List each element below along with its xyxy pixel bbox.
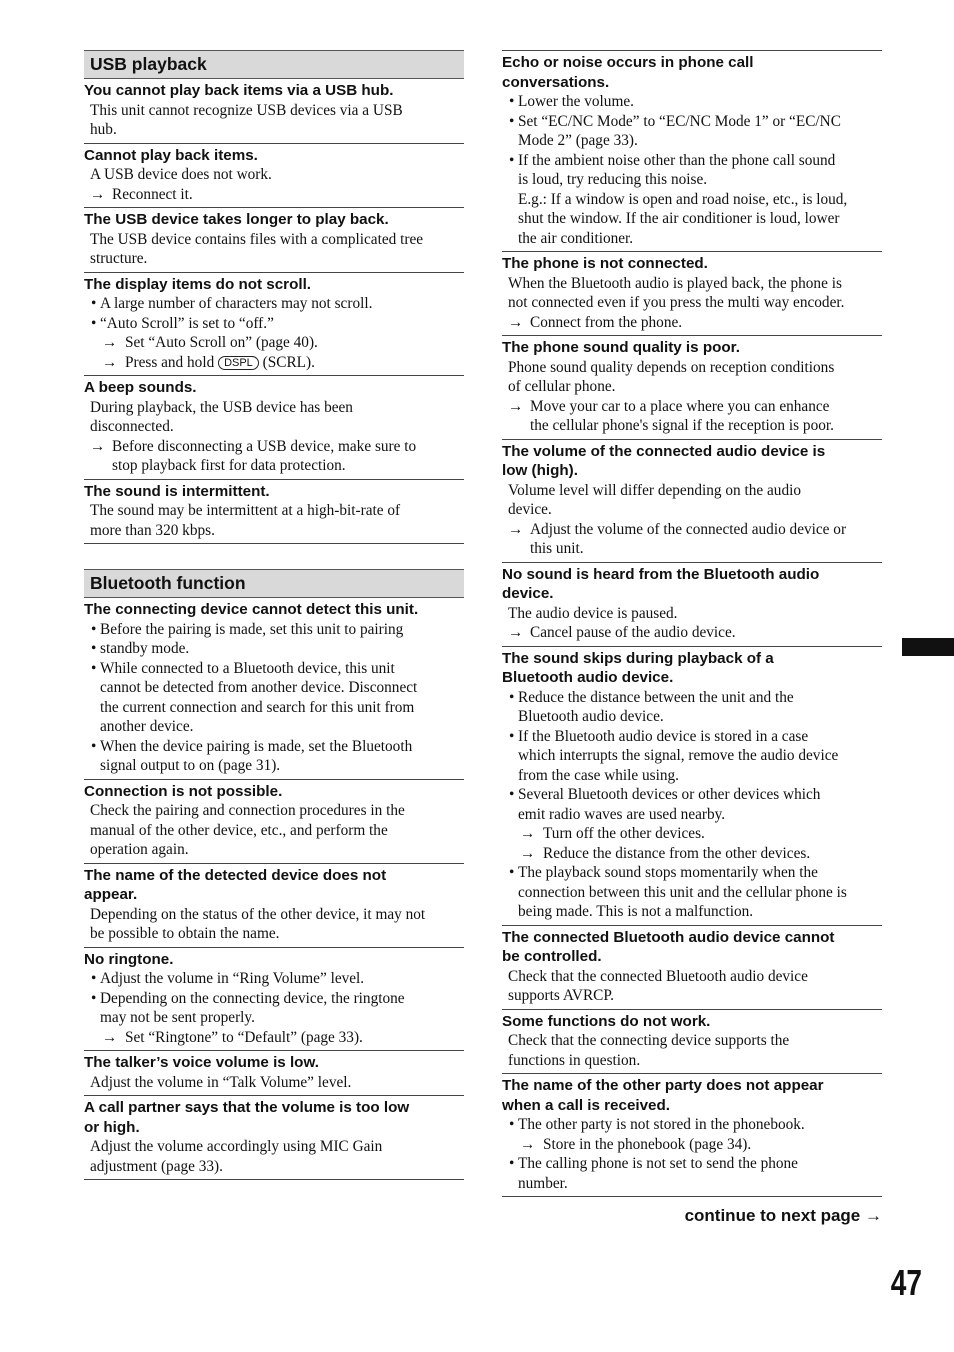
entry-sound-intermittent: [84, 480, 464, 545]
body-text: operation again.: [90, 841, 189, 858]
bullet-cont: E.g.: If a window is open and road noise, etc., is loud,: [518, 190, 848, 208]
bullet-cont: which interrupts the signal, remove the audio device: [518, 747, 839, 764]
entry-title-cont: low (high).: [502, 462, 578, 479]
arrow-icon: →: [102, 334, 118, 351]
arrow-icon: →: [865, 1206, 882, 1225]
entry-title: The name of the detected device does not: [84, 866, 387, 884]
side-tab-marker: [902, 638, 954, 656]
entry-title-cont: appear.: [84, 886, 138, 903]
entry-title-cont: or high.: [84, 1118, 140, 1136]
bullet-item: • While connected to a Bluetooth device, this unit: [84, 659, 464, 679]
bullet-item: • The other party is not stored in the phonebook.: [502, 1115, 882, 1135]
entry-title-cont: conversations.: [502, 73, 610, 91]
body-text: of cellular phone.: [508, 378, 616, 395]
entry-beep-sounds: [84, 376, 464, 480]
entry-sound-quality-poor: [502, 336, 882, 440]
entry-title: The talker’s voice volume is low.: [84, 1054, 319, 1071]
body-text: more than 320 kbps.: [90, 521, 215, 539]
entry-title-cont: device.: [502, 585, 554, 602]
entry-display-not-scroll: [84, 273, 464, 377]
entry-title: No sound is heard from the Bluetooth audio: [502, 565, 820, 583]
entry-title-cont: Bluetooth audio device.: [502, 669, 674, 686]
body-text: Check that the connected Bluetooth audio device: [508, 967, 808, 985]
entry-title-cont: be controlled.: [502, 948, 602, 965]
arrow-icon: →: [90, 437, 106, 455]
remedy-line: [84, 185, 464, 205]
body-text: not connected even if you press the multi way encoder.: [508, 294, 845, 311]
remedy-text: Press and hold: [125, 353, 215, 371]
bullet-cont: the air conditioner.: [518, 229, 634, 247]
entry-usb-hub: [84, 79, 464, 144]
entry-title: A call partner says that the volume is too low: [84, 1099, 410, 1116]
entry-title-cont: when a call is received.: [502, 1096, 670, 1114]
bullet-cont: the current connection and search for this unit from: [100, 698, 415, 716]
remedy-text: Cancel pause of the audio device.: [530, 624, 736, 641]
remedy-line: [84, 1028, 464, 1048]
bullet-cont: emit radio waves are used nearby.: [518, 805, 726, 823]
bullet-cont: may not be sent properly.: [100, 1009, 255, 1026]
continue-label: continue to next page: [684, 1206, 861, 1225]
remedy-line-cont: the cellular phone's signal if the reception is poor.: [530, 417, 834, 434]
body-text: adjustment (page 33).: [90, 1157, 223, 1175]
entry-title: The connecting device cannot detect this unit.: [84, 601, 419, 618]
body-text: Phone sound quality depends on reception conditions: [508, 358, 835, 376]
arrow-icon: →: [102, 1028, 118, 1046]
entry-sound-skips: [502, 647, 882, 926]
entry-cannot-be-controlled: [502, 926, 882, 1010]
arrow-icon: →: [520, 844, 536, 862]
bullet-cont: being made. This is not a malfunction.: [518, 903, 754, 920]
remedy-text: Reconnect it.: [112, 185, 193, 203]
left-column: [84, 50, 464, 1180]
arrow-icon: →: [520, 1135, 536, 1153]
entry-title: The name of the other party does not appear: [502, 1077, 824, 1094]
page-number: 47: [890, 1262, 922, 1303]
remedy-line-cont: stop playback first for data protection.: [112, 457, 346, 474]
section-header-bluetooth-function: Bluetooth function: [84, 569, 464, 598]
entry-talker-volume-low: [84, 1051, 464, 1096]
remedy-line: [502, 520, 882, 540]
body-text: Check that the connecting device supports the: [508, 1032, 790, 1049]
entry-cannot-play-back: [84, 144, 464, 209]
bullet-cont: Bluetooth audio device.: [518, 708, 664, 725]
remedy-text: Before disconnecting a USB device, make sure to: [112, 437, 417, 455]
entry-title: The sound skips during playback of a: [502, 649, 774, 667]
body-text: The audio device is paused.: [508, 604, 678, 622]
body-text: Depending on the status of the other device, it may not: [90, 905, 426, 923]
entry-usb-takes-longer: [84, 208, 464, 273]
entry-title: Some functions do not work.: [502, 1012, 711, 1030]
arrow-icon: →: [508, 397, 524, 415]
remedy-line: [502, 313, 882, 333]
body-text: Adjust the volume accordingly using MIC Gain: [90, 1138, 383, 1155]
bullet-cont: • standby mode.: [84, 639, 464, 659]
entry-title: The sound is intermittent.: [84, 482, 270, 500]
entry-title: The display items do not scroll.: [84, 275, 312, 293]
arrow-icon: →: [508, 624, 524, 641]
bullet-cont: cannot be detected from another device. Disconnect: [100, 679, 418, 696]
remedy-line: [502, 844, 882, 864]
bullet-cont: from the case while using.: [518, 766, 679, 784]
body-text: Adjust the volume in “Talk Volume” level.: [90, 1073, 352, 1091]
arrow-icon: →: [90, 185, 106, 203]
bullet-item: • Before the pairing is made, set this unit to pairing: [84, 620, 464, 640]
bullet-item: • If the ambient noise other than the phone call sound: [502, 151, 882, 171]
bullet-item: • Lower the volume.: [502, 92, 882, 112]
bullet-cont: another device.: [100, 718, 194, 735]
dspl-button-icon: DSPL: [218, 356, 259, 370]
bullet-item: • The playback sound stops momentarily when the: [502, 863, 882, 883]
bullet-cont: signal output to on (page 31).: [100, 757, 281, 774]
remedy-line: [84, 333, 464, 353]
arrow-icon: →: [508, 313, 524, 331]
entry-title: Echo or noise occurs in phone call: [502, 54, 754, 71]
remedy-text: Set “Ringtone” to “Default” (page 33).: [125, 1028, 363, 1046]
entry-title: The volume of the connected audio device is: [502, 442, 826, 460]
bullet-item: • A large number of characters may not scroll.: [84, 294, 464, 314]
arrow-icon: →: [520, 825, 536, 842]
entry-title: Connection is not possible.: [84, 782, 283, 800]
remedy-text: (SCRL).: [262, 353, 315, 371]
bullet-item: • Set “EC/NC Mode” to “EC/NC Mode 1” or “EC/NC: [502, 112, 882, 132]
bullet-cont: Mode 2” (page 33).: [518, 132, 638, 149]
remedy-line: [502, 824, 882, 844]
entry-no-ringtone: [84, 948, 464, 1052]
remedy-text: Turn off the other devices.: [543, 825, 705, 842]
continue-to-next-page: [600, 1206, 882, 1226]
remedy-text: Reduce the distance from the other devices.: [543, 844, 811, 862]
remedy-text: Adjust the volume of the connected audio device or: [530, 520, 847, 538]
entry-echo-noise: [502, 51, 882, 252]
bullet-item: • “Auto Scroll” is set to “off.”: [84, 314, 464, 334]
entry-title: The phone is not connected.: [502, 255, 708, 272]
body-text: hub.: [90, 121, 117, 138]
bullet-item: • Several Bluetooth devices or other devices which: [502, 785, 882, 805]
bullet-item: • The calling phone is not set to send the phone: [502, 1154, 882, 1174]
remedy-line: [84, 437, 464, 457]
body-text: structure.: [90, 250, 148, 267]
body-text: device.: [508, 501, 552, 518]
bullet-item: • Adjust the volume in “Ring Volume” level.: [84, 969, 464, 989]
arrow-icon: →: [102, 353, 118, 371]
bullet-cont: is loud, try reducing this noise.: [518, 171, 708, 188]
body-text: disconnected.: [90, 418, 174, 435]
body-text: The USB device contains files with a complicated tree: [90, 230, 424, 248]
entry-cannot-detect-unit: [84, 598, 464, 780]
entry-call-partner-volume: [84, 1096, 464, 1180]
remedy-text: Set “Auto Scroll on” (page 40).: [125, 334, 318, 351]
body-text: supports AVRCP.: [508, 987, 614, 1004]
entry-functions-not-work: [502, 1010, 882, 1075]
entry-title: Cannot play back items.: [84, 146, 258, 164]
entry-no-sound-bluetooth: [502, 563, 882, 647]
entry-connection-not-possible: [84, 780, 464, 864]
body-text: When the Bluetooth audio is played back, the phone is: [508, 274, 842, 292]
body-text: The sound may be intermittent at a high-bit-rate of: [90, 502, 401, 519]
remedy-line: [502, 397, 882, 417]
body-text: manual of the other device, etc., and perform the: [90, 821, 388, 839]
bullet-item: • Reduce the distance between the unit and the: [502, 688, 882, 708]
remedy-line-cont: this unit.: [530, 540, 584, 557]
arrow-icon: →: [508, 520, 524, 538]
remedy-line: [502, 1135, 882, 1155]
body-text: be possible to obtain the name.: [90, 925, 280, 942]
entry-other-party-name: [502, 1074, 882, 1197]
bullet-item: • Depending on the connecting device, the ringtone: [84, 989, 464, 1009]
remedy-line: [502, 623, 882, 643]
entry-title: The phone sound quality is poor.: [502, 339, 740, 356]
body-text: This unit cannot recognize USB devices via a USB: [90, 101, 403, 119]
entry-title: A beep sounds.: [84, 379, 197, 396]
body-text: A USB device does not work.: [90, 166, 272, 183]
section-header-usb-playback: USB playback: [84, 50, 464, 79]
entry-audio-volume-low: [502, 440, 882, 563]
remedy-text: Store in the phonebook (page 34).: [543, 1135, 752, 1153]
right-column: [502, 50, 882, 1197]
entry-title: The connected Bluetooth audio device cannot: [502, 928, 835, 946]
entry-title: You cannot play back items via a USB hub.: [84, 82, 394, 99]
remedy-text: Connect from the phone.: [530, 313, 683, 331]
bullet-cont: connection between this unit and the cellular phone is: [518, 883, 847, 901]
bullet-cont: shut the window. If the air conditioner is loud, lower: [518, 210, 840, 227]
entry-title: No ringtone.: [84, 950, 174, 968]
entry-phone-not-connected: [502, 252, 882, 336]
body-text: Check the pairing and connection procedures in the: [90, 802, 405, 819]
body-text: During playback, the USB device has been: [90, 398, 353, 416]
remedy-text: Move your car to a place where you can enhance: [530, 397, 830, 415]
bullet-item: • When the device pairing is made, set the Bluetooth: [84, 737, 464, 757]
bullet-item: • If the Bluetooth audio device is stored in a case: [502, 727, 882, 747]
entry-device-name-not-appear: [84, 864, 464, 948]
bullet-cont: number.: [518, 1174, 568, 1192]
body-text: Volume level will differ depending on the audio: [508, 481, 801, 499]
remedy-line: [84, 353, 464, 373]
body-text: functions in question.: [508, 1051, 641, 1069]
entry-title: The USB device takes longer to play back.: [84, 211, 389, 228]
